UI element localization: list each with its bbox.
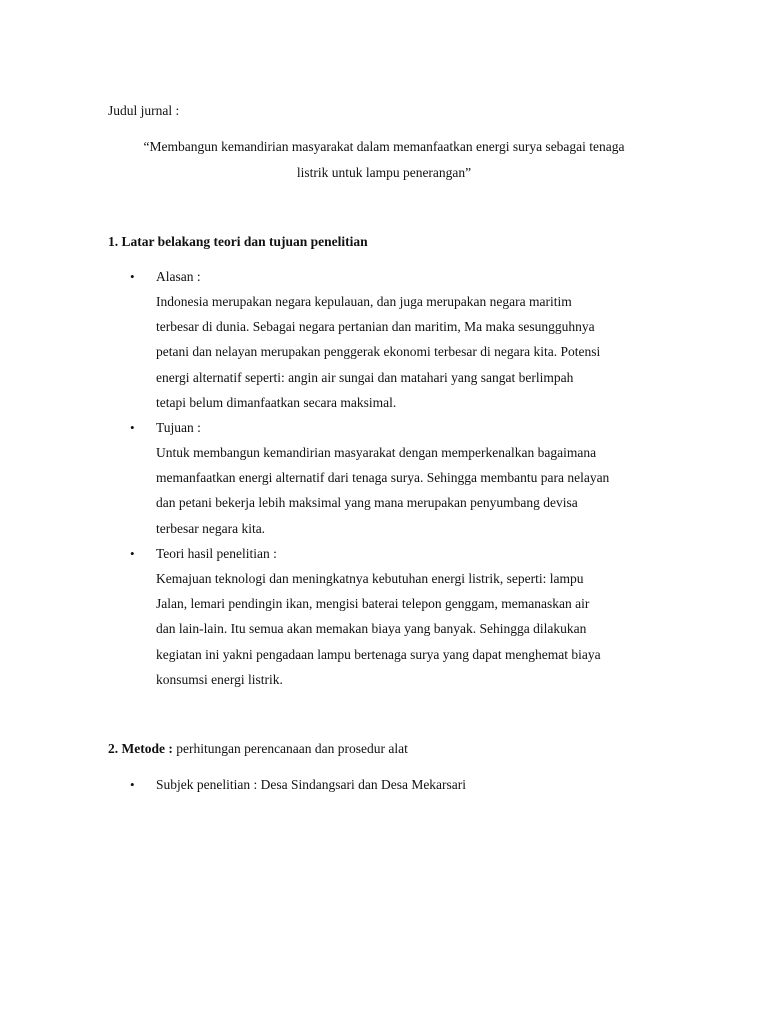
- paragraph-line: energi alternatif seperti: angin air sungai dan matahari yang sangat berlimpah: [156, 369, 574, 385]
- section-2-heading-rest: perhitungan perencanaan dan prosedur alat: [172, 741, 408, 756]
- paragraph-line: dan petani bekerja lebih maksimal yang mana merupakan penyumbang devisa: [156, 495, 578, 511]
- item-alasan-label: Alasan :: [156, 269, 201, 284]
- bullet-icon: •: [130, 546, 135, 561]
- paragraph-line: konsumsi energi listrik.: [156, 671, 283, 687]
- item-teori-text: [156, 566, 686, 692]
- paragraph-line: kegiatan ini yakni pengadaan lampu bertenaga surya yang dapat menghemat biaya: [156, 646, 601, 662]
- paragraph-line: terbesar negara kita.: [156, 520, 266, 536]
- item-subjek-label: Subjek penelitian : Desa Sindangsari dan Desa Mekarsari: [156, 777, 467, 792]
- item-tujuan-text: [156, 440, 686, 541]
- bullet-icon: •: [130, 269, 135, 284]
- item-teori-label: Teori hasil penelitian :: [156, 546, 277, 561]
- section-1-heading: 1. Latar belakang teori dan tujuan penelitian: [108, 234, 368, 249]
- paragraph-line: tetapi belum dimanfaatkan secara maksimal.: [156, 394, 397, 410]
- bullet-icon: •: [130, 777, 135, 792]
- journal-label: Judul jurnal :: [108, 103, 180, 118]
- bullet-icon: •: [130, 420, 135, 435]
- paragraph-line: Kemajuan teknologi dan meningkatnya kebutuhan energi listrik, seperti: lampu: [156, 571, 584, 586]
- section-2-heading-bold: 2. Metode :: [108, 741, 173, 756]
- item-tujuan-label: Tujuan :: [156, 420, 201, 435]
- paragraph-line: terbesar di dunia. Sebagai negara pertanian dan maritim, Ma maka sesungguhnya: [156, 319, 595, 335]
- journal-title-line-2: listrik untuk lampu penerangan”: [296, 165, 472, 180]
- paragraph-line: memanfaatkan energi alternatif dari tenaga surya. Sehingga membantu para nelayan: [156, 470, 610, 486]
- paragraph-line: Untuk membangun kemandirian masyarakat dengan memperkenalkan bagaimana: [156, 445, 597, 460]
- journal-title-line-1: “Membangun kemandirian masyarakat dalam memanfaatkan energi surya sebagai tenaga: [143, 139, 625, 154]
- paragraph-line: dan lain-lain. Itu semua akan memakan biaya yang banyak. Sehingga dilakukan: [156, 621, 587, 637]
- paragraph-line: petani dan nelayan merupakan penggerak ekonomi terbesar di negara kita. Potensi: [156, 344, 601, 360]
- item-alasan-text: [156, 289, 686, 415]
- section-2-heading: [108, 740, 408, 758]
- paragraph-line: Jalan, lemari pendingin ikan, mengisi baterai telepon genggam, memanaskan air: [156, 596, 590, 612]
- paragraph-line: Indonesia merupakan negara kepulauan, dan juga merupakan negara maritim: [156, 294, 572, 309]
